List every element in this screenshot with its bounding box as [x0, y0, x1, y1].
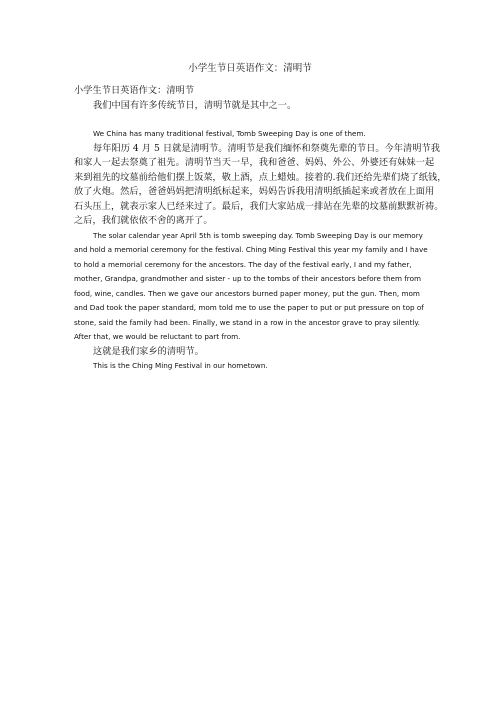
en-paragraph-line: The solar calendar year April 5th is tomb sweeping day. Tomb Sweeping Day is our memory — [93, 230, 423, 240]
en-paragraph-line: stone, said the family had been. Finally, we stand in a row in the ancestor grave to pray silently. — [74, 317, 420, 327]
en-intro-paragraph: We China has many traditional festival, Tomb Sweeping Day is one of them. — [93, 129, 366, 138]
zh-paragraph-line: 和家人一起去祭奠了祖先。清明节当天一早，我和爸爸、妈妈、外公、外婆还有妹妹一起 — [74, 157, 435, 168]
en-paragraph-line: and Dad took the paper standard, mom told me to use the paper to put or put pressure on top of — [74, 303, 424, 312]
zh-paragraph-line: 每年阳历 4 月 5 日就是清明节。清明节是我们缅怀和祭奠先辈的节日。今年清明节我 — [93, 142, 440, 154]
en-paragraph-line: and hold a memorial ceremony for the festival. Ching Ming Festival this year my family and I have — [74, 245, 428, 254]
en-paragraph-line: mother, Grandpa, grandmother and sister - up to the tombs of their ancestors before them from — [74, 274, 421, 283]
zh-main-paragraph — [74, 142, 447, 229]
document-subtitle: 小学生节日英语作文：清明节 — [74, 85, 195, 96]
zh-paragraph-line: 石头压上，就表示家人已经来过了。最后，我们大家站成一排站在先辈的坟墓前默默祈祷。 — [74, 200, 444, 212]
en-paragraph-line: food, wine, candles. Then we gave our ancestors burned paper money, put the gun. Then, mom — [74, 288, 420, 298]
en-paragraph-line: After that, we would be reluctant to part from. — [74, 332, 241, 341]
en-main-paragraph — [74, 229, 426, 345]
document-body — [74, 84, 447, 374]
zh-paragraph-line: 放了火炮。然后，爸爸妈妈把清明纸标起来，妈妈告诉我用清明纸插起来或者放在上面用 — [74, 186, 435, 197]
zh-closing-paragraph: 这就是我们家乡的清明节。 — [93, 345, 204, 357]
paragraph-gap — [74, 113, 426, 127]
en-closing-paragraph: This is the Ching Ming Festival in our hometown. — [93, 361, 268, 370]
zh-paragraph-line: 来到祖先的坟墓前给他们摆上饭菜，敬上酒，点上蜡烛。接着的.我们还给先辈们烧了纸钱， — [74, 171, 447, 183]
zh-intro-paragraph: 我们中国有许多传统节日，清明节就是其中之一。 — [93, 99, 297, 111]
en-paragraph-line: to hold a memorial ceremony for the ancestors. The day of the festival early, I and my father, — [74, 259, 412, 269]
zh-paragraph-line: 之后，我们就依依不舍的离开了。 — [74, 215, 213, 226]
document-title: 小学生节日英语作文：清明节 — [188, 63, 312, 74]
